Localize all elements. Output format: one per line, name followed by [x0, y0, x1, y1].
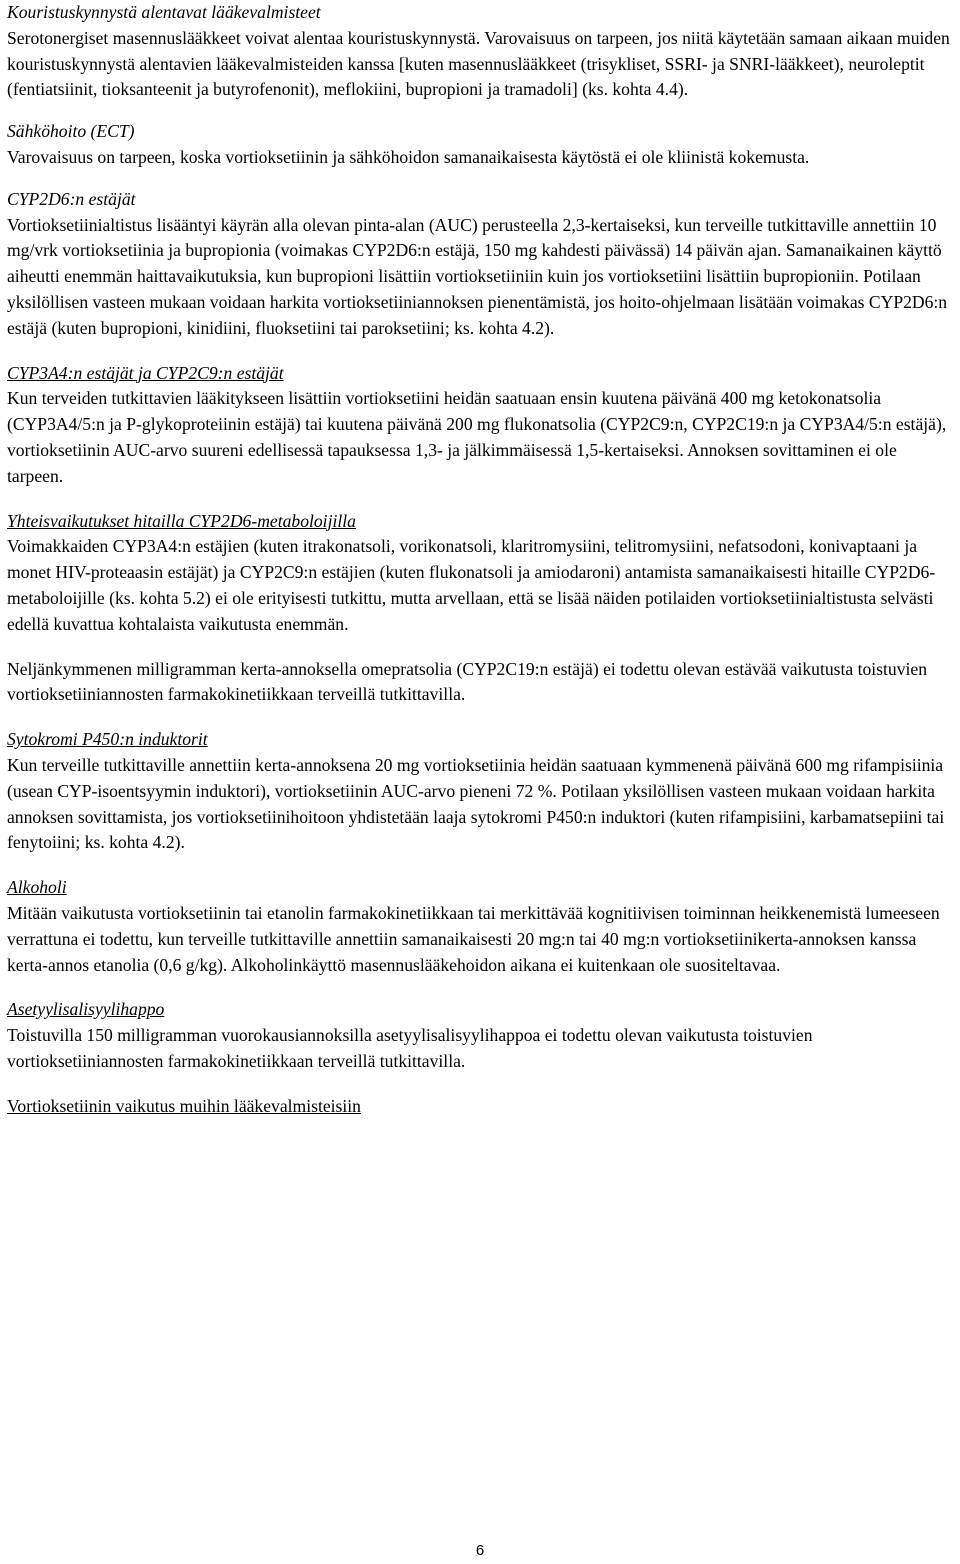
section-text: Toistuvilla 150 milligramman vuorokausiannoksilla asetyylisalisyylihappoa ei todettu olevan vaikutusta toistuvien vortioksetiiniannosten farmakokinetiikkaan terveillä tutkittavilla. — [7, 1025, 813, 1071]
section-alcohol — [7, 875, 952, 978]
section-heading: CYP3A4:n estäjät ja CYP2C9:n estäjät — [7, 362, 284, 383]
section-text: Varovaisuus on tarpeen, koska vortioksetiinin ja sähköhoidon samanaikaisesta käytöstä ei ole kliinistä kokemusta. — [7, 146, 810, 167]
page-number: 6 — [475, 1542, 485, 1559]
section-heading: Asetyylisalisyylihappo — [7, 999, 165, 1020]
section-seizure-threshold — [7, 0, 952, 103]
section-heading: Yhteisvaikutukset hitailla CYP2D6-metaboloijilla — [7, 510, 356, 531]
section-cyp3a4-cyp2c9-inhibitors — [7, 361, 952, 490]
section-heading: Vortioksetiinin vaikutus muihin lääkevalmisteisiin — [7, 1095, 361, 1116]
section-cyp2d6-inhibitors — [7, 187, 952, 342]
section-text: Voimakkaiden CYP3A4:n estäjien (kuten itrakonatsoli, vorikonatsoli, klaritromysiini, telitromysiini, nefatsodoni, konivaptaani ja monet HIV-proteaasin estäjät) ja CYP2C9:n estäjien (kuten flukonatsoli ja amiodaroni) antamista samanaikaisesti hitaille CYP2D6-metaboloijille (ks. kohta 5.2) ei ole erityisesti tutkittu, mutta arvellaan, että se lisää näiden potilaiden vortioksetiinialtistusta selvästi edellä kuvattua kohtalaista vaikutusta enemmän. — [7, 536, 936, 634]
section-text: Vortioksetiinialtistus lisääntyi käyrän alla olevan pinta-alan (AUC) perusteella 2,3-kertaiseksi, kun terveille tutkittaville annettiin 10 mg/vrk vortioksetiinia ja bupropionia (voimakas CYP2D6:n estäjä, 150 mg kahdesti päivässä) 14 päivän ajan. Samanaikainen käyttö aiheutti enemmän haittavaikutuksia, kun bupropioni lisättiin vortioksetiiniin kuin jos vortioksetiini lisättiin bupropioniin. Potilaan yksilöllisen vasteen mukaan voidaan harkita vortioksetiiniannoksen pienentämistä, jos hoito-ohjelmaan lisätään voimakas CYP2D6:n estäjä (kuten bupropioni, kinidiini, fluoksetiini tai paroksetiini; ks. kohta 4.2). — [7, 214, 948, 338]
section-effect-on-other-drugs — [7, 1094, 952, 1120]
section-ect — [7, 119, 952, 171]
section-heading: CYP2D6:n estäjät — [7, 188, 136, 209]
section-heading: Kouristuskynnystä alentavat lääkevalmisteet — [7, 2, 321, 22]
section-text: Kun terveille tutkittaville annettiin kerta-annoksena 20 mg vortioksetiinia heidän saatuaan kymmenenä päivänä 600 mg rifampisiinia (usean CYP-isoentsyymin induktori), vortioksetiinin AUC-arvo pieneni 72 %. Potilaan yksilöllisen vasteen mukaan voidaan harkita annoksen sovittamista, jos vortioksetiinihoitoon yhdistetään laaja sytokromi P450:n induktori (kuten rifampisiini, karbamatsepiini tai fenytoiini; ks. kohta 4.2). — [7, 754, 945, 853]
document-page — [7, 0, 952, 1119]
section-heading: Sytokromi P450:n induktorit — [7, 729, 208, 750]
section-cyp450-inducers — [7, 727, 952, 856]
section-omeprazole — [7, 657, 952, 709]
section-text: Mitään vaikutusta vortioksetiinin tai etanolin farmakokinetiikkaan tai merkittävää kognitiivisen toiminnan heikkenemistä lumeeseen verrattuna ei todettu, kun terveille tutkittaville annettiin samanaikaisesti 20 mg:n tai 40 mg:n vortioksetiinikerta-annoksen kanssa kerta-annos etanolia (0,6 g/kg). Alkoholinkäyttö masennuslääkehoidon aikana ei kuitenkaan ole suositeltavaa. — [7, 902, 940, 975]
section-text: Serotonergiset masennuslääkkeet voivat alentaa kouristuskynnystä. Varovaisuus on tarpeen, jos niitä käytetään samaan aikaan muiden kouristuskynnystä alentavien lääkevalmisteiden kanssa [kuten masennuslääkkeet (trisykliset, SSRI- ja SNRI-lääkkeet), neuroleptit (fentiatsiinit, tioksanteenit ja butyrofenonit), meflokiini, bupropioni ja tramadoli] (ks. kohta 4.4). — [7, 27, 950, 100]
section-heading: Sähköhoito (ECT) — [7, 121, 135, 142]
section-poor-metabolisers — [7, 509, 952, 638]
section-acetylsalicylic-acid — [7, 997, 952, 1074]
section-text: Kun terveiden tutkittavien lääkitykseen lisättiin vortioksetiini heidän saatuaan ensin kuutena päivänä 400 mg ketokonatsolia (CYP3A4/5:n ja P-glykoproteiinin estäjä) tai kuutena päivänä 200 mg flukonatsolia (CYP2C9:n, CYP2C19:n ja CYP3A4/5:n estäjä), vortioksetiinin AUC-arvo suureni edellisessä tapauksessa 1,3- ja jälkimmäisessä 1,5-kertaiseksi. Annoksen sovittaminen ei ole tarpeen. — [7, 388, 947, 486]
section-text: Neljänkymmenen milligramman kerta-annoksella omepratsolia (CYP2C19:n estäjä) ei todettu olevan estävää vaikutusta toistuvien vortioksetiiniannosten farmakokinetiikkaan terveillä tutkittavilla. — [7, 658, 928, 705]
section-heading: Alkoholi — [7, 877, 67, 898]
